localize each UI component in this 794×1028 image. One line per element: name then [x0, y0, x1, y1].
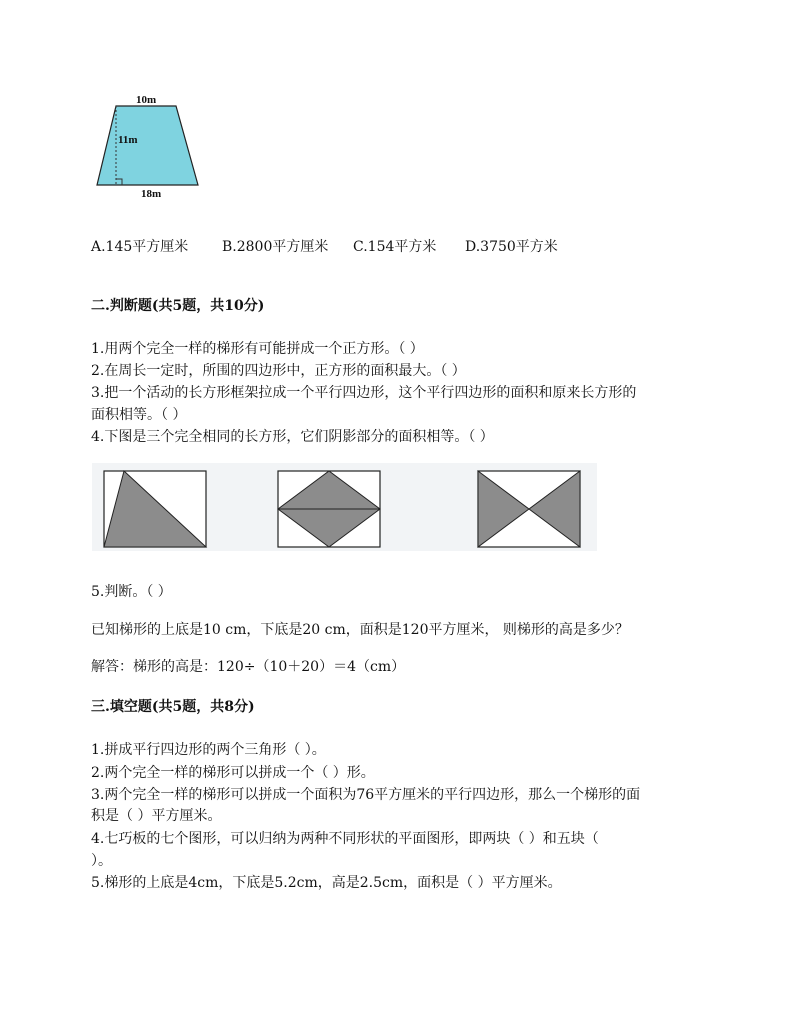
section2-title: 二.判断题(共5题，共10分) — [91, 298, 265, 314]
s2-q4: 4.下图是三个完全相同的长方形，它们阴影部分的面积相等。（ ） — [91, 429, 494, 445]
rectangle-1 — [104, 471, 206, 547]
s3-q4-line2: ）。 — [91, 853, 112, 869]
s3-q5: 5.梯形的上底是4cm，下底是5.2cm，高是2.5cm，面积是（ ）平方厘米。 — [91, 875, 562, 891]
s2-q3-line2: 面积相等。（ ） — [91, 407, 187, 423]
bottom-base-label: 18m — [141, 188, 162, 200]
option-d: D.3750平方米 — [465, 239, 558, 255]
top-base-label: 10m — [136, 94, 157, 106]
s3-q3-line1: 3.两个完全一样的梯形可以拼成一个面积为76平方厘米的平行四边形，那么一个梯形的面 — [91, 787, 641, 803]
three-rectangles-figure — [92, 463, 597, 551]
option-c: C.154平方米 — [353, 239, 437, 255]
height-label: 11m — [118, 134, 138, 146]
s3-q1: 1.拼成平行四边形的两个三角形（ ）。 — [91, 742, 326, 758]
s3-q3-line2: 积是（ ）平方厘米。 — [91, 808, 222, 824]
s2-q1: 1.用两个完全一样的梯形有可能拼成一个正方形。（ ） — [91, 341, 424, 357]
rectangle-3 — [478, 471, 580, 547]
trapezoid-figure — [90, 92, 210, 202]
s2-q5-answer: 解答：梯形的高是：120÷（10＋20）＝4（cm） — [91, 659, 406, 675]
s3-q4-line1: 4.七巧板的七个图形，可以归纳为两种不同形状的平面图形，即两块（ ）和五块（ — [91, 831, 599, 847]
s2-q2: 2.在周长一定时，所围的四边形中，正方形的面积最大。（ ） — [91, 363, 466, 379]
s2-q5: 5.判断。（ ） — [91, 584, 172, 600]
s2-q3-line1: 3.把一个活动的长方形框架拉成一个平行四边形，这个平行四边形的面积和原来长方形的 — [91, 385, 637, 401]
trapezoid-shape — [97, 106, 198, 185]
rectangle-2 — [278, 471, 380, 547]
s3-q2: 2.两个完全一样的梯形可以拼成一个（ ）形。 — [91, 765, 375, 781]
option-a: A.145平方厘米 — [91, 239, 189, 255]
s2-q5-problem: 已知梯形的上底是10 cm，下底是20 cm，面积是120平方厘米， 则梯形的高是多少？ — [91, 622, 629, 638]
option-b: B.2800平方厘米 — [222, 239, 329, 255]
section3-title: 三.填空题(共5题，共8分) — [91, 699, 255, 715]
